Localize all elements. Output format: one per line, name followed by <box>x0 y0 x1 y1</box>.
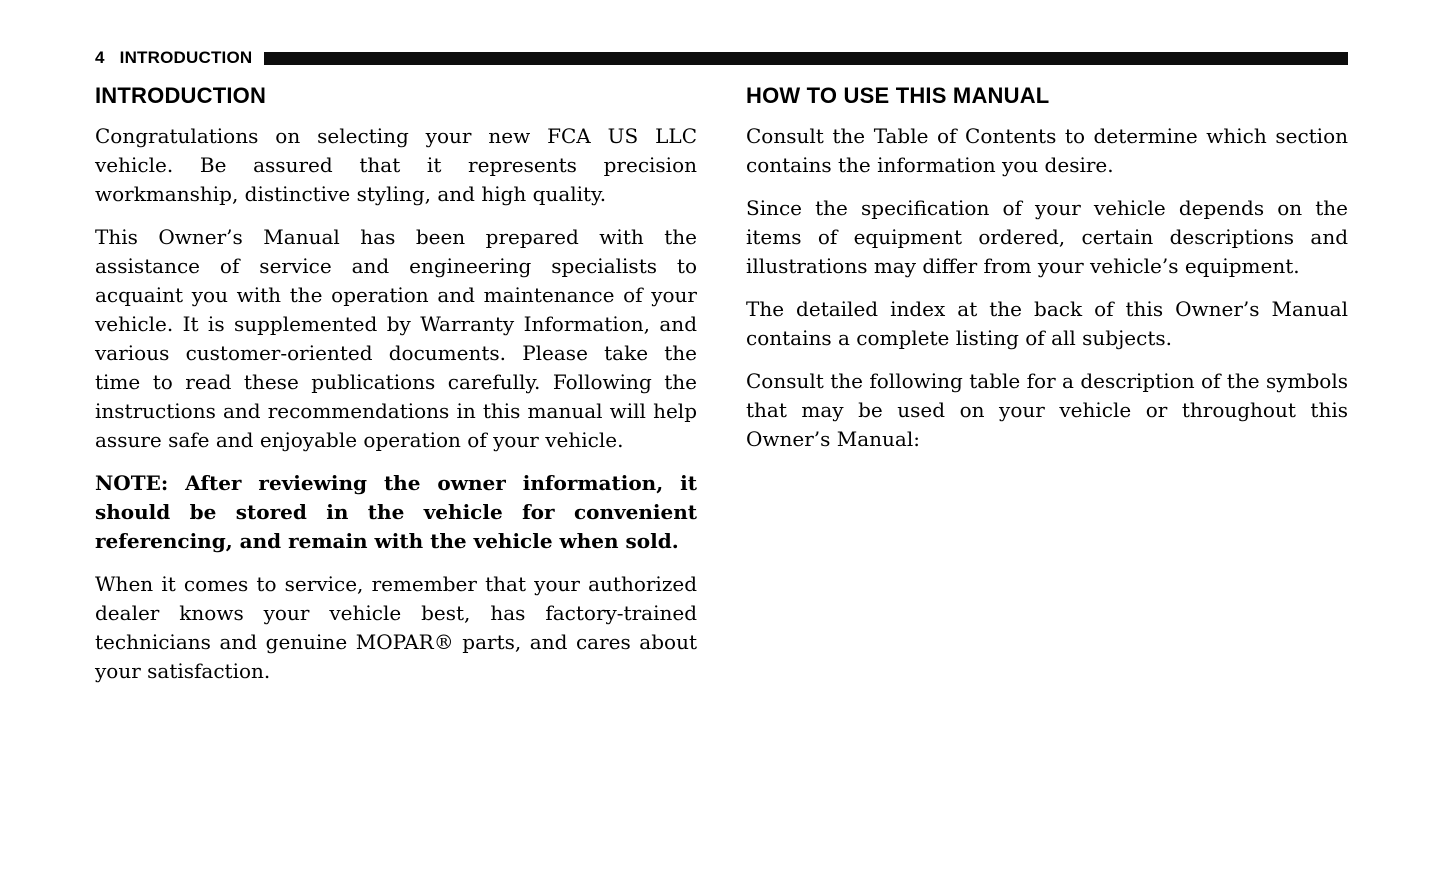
paragraph-manual-prepared: This Owner’s Manual has been prepared with the assistance of service and engineering specialists to acquaint you with the operation and maintenance of your vehicle. It is supplemented by Warranty Information, and various customer-oriented documents. Please take the time to read these publications carefully. Following the instructions and recommendations in this manual will help assure safe and enjoyable operation of your vehicle. <box>95 225 697 452</box>
page-header <box>95 48 1348 68</box>
header-rule-bar <box>264 52 1348 65</box>
how-to-use-heading: HOW TO USE THIS MANUAL <box>746 83 1050 108</box>
left-column <box>95 81 697 700</box>
header-section-title: INTRODUCTION <box>119 48 253 67</box>
right-column <box>746 81 1348 700</box>
paragraph-detailed-index: The detailed index at the back of this Owner’s Manual contains a complete listing of all subjects. <box>746 297 1348 350</box>
introduction-heading: INTRODUCTION <box>95 83 267 108</box>
note-paragraph: NOTE: After reviewing the owner information, it should be stored in the vehicle for convenient referencing, and remain with the vehicle when sold. <box>95 471 697 553</box>
paragraph-specification: Since the specification of your vehicle depends on the items of equipment ordered, certain descriptions and illustrations may differ from your vehicle’s equipment. <box>746 196 1348 278</box>
paragraph-table-of-contents: Consult the Table of Contents to determine which section contains the information you desire. <box>746 124 1348 177</box>
paragraph-service-dealer: When it comes to service, remember that your authorized dealer knows your vehicle best, has factory-trained technicians and genuine MOPAR® parts, and cares about your satisfaction. <box>95 572 697 683</box>
paragraph-congratulations: Congratulations on selecting your new FCA US LLC vehicle. Be assured that it represents precision workmanship, distinctive styling, and high quality. <box>95 124 697 206</box>
page-number: 4 <box>95 48 105 67</box>
paragraph-symbols-table: Consult the following table for a description of the symbols that may be used on your vehicle or throughout this Owner’s Manual: <box>746 369 1348 451</box>
content-columns <box>95 81 1348 700</box>
